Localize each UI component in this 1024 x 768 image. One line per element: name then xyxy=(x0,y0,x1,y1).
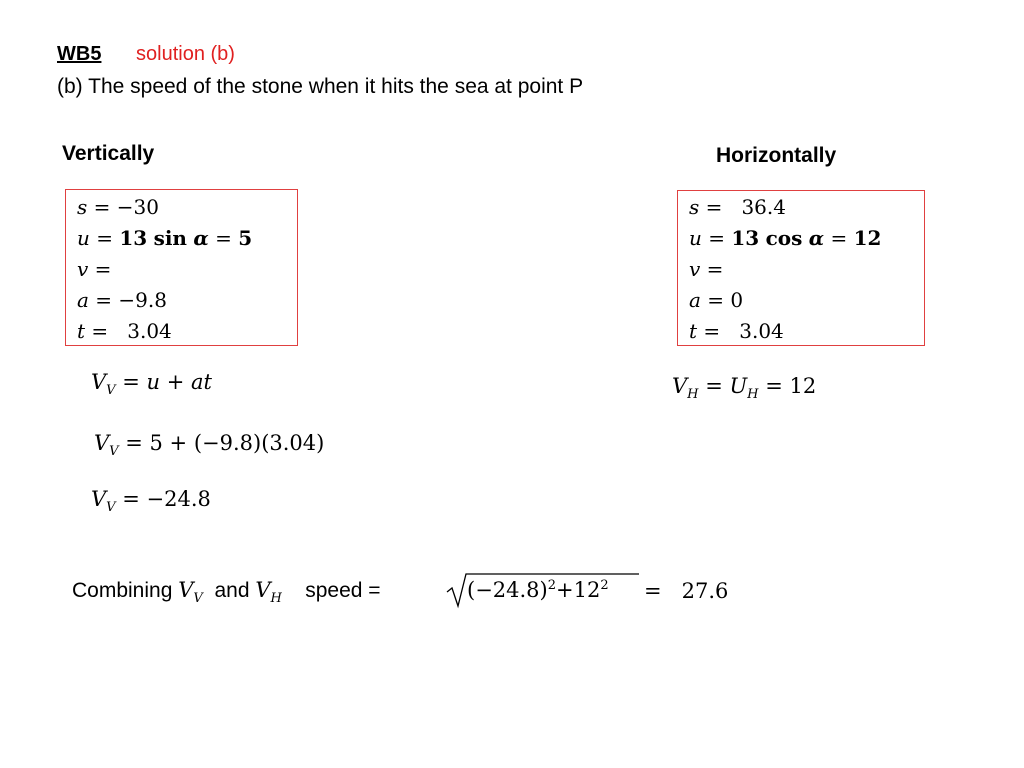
horizontal-u-function: cos xyxy=(765,226,803,250)
vertical-a-value: −9.8 xyxy=(118,288,167,312)
vv-substitution: $V_V = 5 + (-9.8)(3.04)$ xyxy=(94,431,325,459)
horizontal-u-number: 13 xyxy=(731,226,760,250)
vertical-t-line: t = 3.04 xyxy=(77,319,172,343)
solution-label: solution (b) xyxy=(136,43,235,65)
vertical-u-result: 5 xyxy=(238,226,253,250)
radicand-b: +12 xyxy=(556,578,601,602)
vv-result: $V_V = -24.8$ xyxy=(91,487,211,515)
speed-result-value: 27.6 xyxy=(681,579,729,603)
horizontal-s-value: 36.4 xyxy=(741,195,786,219)
vh-result-value: 12 xyxy=(789,374,817,398)
vertical-v-line: v = xyxy=(77,257,112,281)
heading-label: WB5 xyxy=(57,43,102,65)
combining-line: Combining $V_V$ and $V_H$ speed = xyxy=(72,578,381,606)
vertical-u-function: sin xyxy=(153,226,187,250)
vertical-a-line: a = −9.8 xyxy=(77,288,167,312)
horizontal-u-line: u = 13 cos α = 12 xyxy=(689,226,882,250)
and-text: and xyxy=(214,579,250,602)
vv-result-rhs: −24.8 xyxy=(146,487,211,511)
speed-label: speed = xyxy=(305,579,381,602)
vv-substitution-rhs: 5 + (−9.8)(3.04) xyxy=(149,431,325,455)
horizontal-title: Horizontally xyxy=(716,144,837,167)
vertical-title: Vertically xyxy=(62,142,155,165)
horizontal-u-result: 12 xyxy=(853,226,882,250)
vh-result: $V_H = U_H = 12$ xyxy=(672,374,817,402)
vertical-u-line: u = 13 sin α = 5 xyxy=(77,226,253,250)
combining-text: Combining xyxy=(72,579,173,602)
horizontal-t-value: 3.04 xyxy=(739,319,784,343)
horizontal-s-line: s = 36.4 xyxy=(689,195,786,219)
vertical-t-value: 3.04 xyxy=(127,319,172,343)
vertical-s-value: −30 xyxy=(116,195,159,219)
horizontal-t-line: t = 3.04 xyxy=(689,319,784,343)
vertical-u-number: 13 xyxy=(119,226,148,250)
radicand-a: (−24.8) xyxy=(467,578,548,602)
horizontal-v-line: v = xyxy=(689,257,724,281)
vertical-s-line: s = −30 xyxy=(77,195,159,219)
speed-result: = 27.6 xyxy=(644,579,729,603)
radicand xyxy=(467,578,609,602)
vv-formula: $V_V = u$ + at xyxy=(91,370,212,398)
horizontal-a-value: 0 xyxy=(730,288,744,312)
power-a: 2 xyxy=(547,578,557,593)
question-subtitle: (b) The speed of the stone when it hits the sea at point P xyxy=(57,75,584,98)
horizontal-a-line: a = 0 xyxy=(689,288,744,312)
vv-formula-rhs: u + at xyxy=(146,370,212,394)
power-b: 2 xyxy=(600,578,609,593)
